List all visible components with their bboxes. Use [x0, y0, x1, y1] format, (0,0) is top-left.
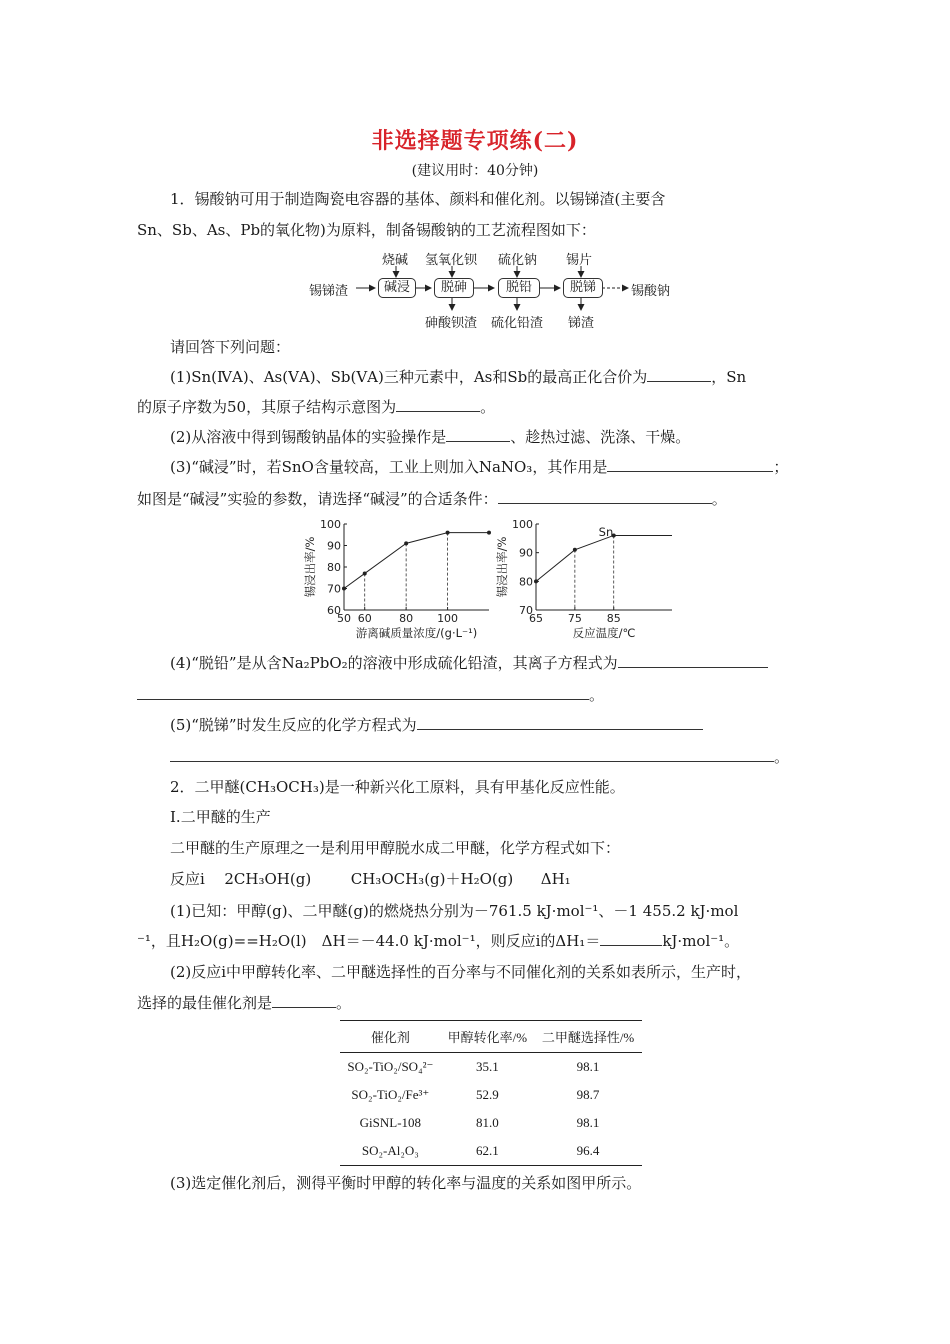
- flow-output: 硫化铅渣: [491, 316, 544, 331]
- table-header: 二甲醚选择性/%: [534, 1021, 642, 1053]
- q2-line2: 二甲醚的生产原理之一是利用甲醇脱水成二甲醚，化学方程式如下：: [170, 839, 621, 857]
- y-tick-label: 70: [519, 604, 533, 617]
- q1-part2: [170, 426, 690, 447]
- table-cell: 98.1: [576, 1115, 600, 1130]
- q1-p5-text: 。: [774, 748, 790, 766]
- reaction-left: 2CH₃OH(g): [224, 870, 312, 888]
- data-point: [487, 531, 491, 535]
- reaction-label: 反应ⅰ: [170, 870, 205, 888]
- q1-p4-text: (4)“脱铅”是从含Na₂PbO₂的溶液中形成硫化铅渣，其离子方程式为: [170, 654, 618, 672]
- x-tick-label: 100: [437, 612, 459, 625]
- q1-part1-line1: [170, 366, 746, 387]
- x-tick-label: 80: [399, 612, 414, 625]
- q2-p2-text: 。: [336, 994, 352, 1012]
- q1-p1-text: ，Sn: [711, 368, 747, 386]
- q1-part5-line2: [170, 746, 789, 767]
- q2-p1-text: ⁻¹，且H₂O(g)==H₂O(l) ΔH＝－44.0 kJ·mol⁻¹，则反应ⅰ的ΔH₁＝: [137, 932, 601, 950]
- y-axis-label: 锡浸出率/%: [303, 536, 317, 598]
- y-axis-label: 锡浸出率/%: [495, 536, 509, 598]
- suggested-time: (建议用时：40分钟): [411, 163, 539, 179]
- flow-input: 烧碱: [382, 253, 409, 268]
- table-cell: GiSNL-108: [359, 1115, 422, 1130]
- q1-part3-line2: [137, 488, 727, 509]
- q1-prompt: 请回答下列问题：: [170, 338, 291, 356]
- answer-blank[interactable]: [137, 685, 589, 700]
- q2-line1: 2．二甲醚(CH₃OCH₃)是一种新兴化工原料，具有甲基化反应性能。: [170, 778, 625, 796]
- q2-part1-line2: [137, 930, 739, 951]
- flow-step-alkali-leach: 碱浸: [378, 278, 416, 298]
- answer-blank[interactable]: [396, 397, 480, 412]
- flow-output: 锑渣: [568, 316, 595, 331]
- y-tick-label: 60: [327, 604, 341, 617]
- q1-line2: Sn、Sb、As、Pb的氧化物)为原料，制备锡酸钠的工艺流程图如下：: [137, 221, 596, 239]
- answer-blank[interactable]: [272, 993, 336, 1008]
- flow-input: 氢氧化钡: [425, 253, 478, 268]
- q2-p2-text: 选择的最佳催化剂是: [137, 994, 273, 1012]
- q1-p1-text: 的原子序数为50，其原子结构示意图为: [137, 398, 397, 416]
- table-header: 甲醇转化率/%: [441, 1021, 534, 1053]
- q2-part2-line2: [137, 992, 351, 1013]
- q2-part1-line1: (1)已知：甲醇(g)、二甲醚(g)的燃烧热分别为－761.5 kJ·mol⁻¹、－1 455.2 kJ·mol: [170, 902, 739, 920]
- series-line: [344, 533, 489, 589]
- flow-step-antimony-removal: 脱锑: [563, 278, 603, 298]
- flow-end: 锡酸钠: [631, 284, 671, 299]
- table-cell: 52.9: [476, 1087, 499, 1102]
- x-axis-label: 游离碱质量浓度/(g·L⁻¹): [355, 626, 478, 640]
- x-tick-label: 60: [357, 612, 372, 625]
- q1-p3-text: ；: [773, 458, 789, 476]
- x-tick-label: 65: [529, 612, 543, 625]
- q1-part3-line1: [170, 456, 788, 477]
- answer-blank[interactable]: [170, 747, 774, 762]
- chart-free-alkali-concentration: [300, 512, 500, 644]
- chart-reaction-temperature: [492, 512, 682, 644]
- answer-blank[interactable]: [647, 367, 711, 382]
- table-cell: 98.7: [576, 1087, 600, 1102]
- table-row: [340, 1053, 642, 1082]
- answer-blank[interactable]: [417, 715, 703, 730]
- q1-p3-text: 。: [711, 490, 727, 508]
- flow-start: 锡锑渣: [309, 284, 349, 299]
- q1-part4-line1: [170, 652, 768, 673]
- table-cell: 35.1: [476, 1059, 499, 1074]
- series-label: Sn: [598, 525, 614, 539]
- table-row: [340, 1109, 642, 1137]
- table-cell: 62.1: [441, 1137, 534, 1166]
- q1-p1-text: (1)Sn(ⅣA)、As(ⅤA)、Sb(ⅤA)三种元素中，As和Sb的最高正化合价为: [170, 368, 648, 386]
- answer-blank[interactable]: [618, 653, 768, 668]
- y-tick-label: 90: [327, 539, 341, 553]
- answer-blank[interactable]: [607, 457, 773, 472]
- data-point: [534, 579, 538, 583]
- y-tick-label: 80: [519, 575, 533, 589]
- x-tick-label: 50: [337, 612, 351, 625]
- data-point: [342, 587, 346, 591]
- series-line: [536, 535, 672, 581]
- reaction-dh: ΔH₁: [540, 870, 571, 888]
- flow-step-lead-removal: 脱铅: [498, 278, 540, 298]
- table-cell: SO₂-TiO₂/Fe³⁺: [351, 1087, 430, 1102]
- data-point: [363, 571, 367, 575]
- data-point: [573, 548, 577, 552]
- flow-step-arsenic-removal: 脱砷: [434, 278, 474, 298]
- table-cell: SO₂-Al₂O₃: [340, 1137, 441, 1166]
- q1-p2-text: (2)从溶液中得到锡酸钠晶体的实验操作是: [170, 428, 447, 446]
- flow-input: 锡片: [566, 253, 593, 268]
- table-cell: 96.4: [534, 1137, 642, 1166]
- flow-input: 硫化钠: [498, 253, 538, 268]
- q2-part2-line1: (2)反应ⅰ中甲醇转化率、二甲醚选择性的百分率与不同催化剂的关系如表所示，生产时，: [170, 963, 752, 981]
- q1-p2-text: 、趁热过滤、洗涤、干燥。: [510, 428, 691, 446]
- q1-part4-line2: [137, 684, 604, 705]
- table-cell: 81.0: [476, 1115, 499, 1130]
- answer-blank[interactable]: [446, 427, 510, 442]
- q1-part1-line2: [137, 396, 495, 417]
- y-tick-label: 90: [519, 546, 533, 560]
- answer-blank[interactable]: [600, 931, 662, 946]
- x-tick-label: 75: [567, 612, 582, 625]
- x-tick-label: 85: [606, 612, 621, 625]
- q1-p3-text: 如图是“碱浸”实验的参数，请选择“碱浸”的合适条件：: [137, 490, 498, 508]
- table-row: [340, 1081, 642, 1109]
- flow-output: 砷酸钡渣: [425, 316, 478, 331]
- catalyst-table: [340, 1020, 642, 1166]
- y-tick-label: 80: [327, 561, 341, 574]
- reaction-right: CH₃OCH₃(g)＋H₂O(g): [350, 870, 514, 888]
- y-tick-label: 100: [512, 518, 533, 531]
- table-row: [340, 1137, 642, 1166]
- data-point: [404, 541, 408, 545]
- page-title: 非选择题专项练(二): [371, 128, 579, 154]
- q2-part3: (3)选定催化剂后，测得平衡时甲醇的转化率与温度的关系如图甲所示。: [170, 1174, 642, 1192]
- q1-p3-text: (3)“碱浸”时，若SnO含量较高，工业上则加入NaNO₃，其作用是: [170, 458, 608, 476]
- q2-reaction: [170, 868, 571, 889]
- data-point: [446, 531, 450, 535]
- q1-line1: 1．锡酸钠可用于制造陶瓷电容器的基体、颜料和催化剂。以锡锑渣(主要含: [170, 190, 666, 208]
- q1-p4-text: 。: [589, 686, 605, 704]
- table-cell: SO₂-TiO₂/SO₄²⁻: [347, 1059, 434, 1074]
- q1-part5-line1: [170, 714, 703, 735]
- table-cell: 98.1: [576, 1059, 600, 1074]
- q1-p5-text: (5)“脱锑”时发生反应的化学方程式为: [170, 716, 417, 734]
- x-axis-label: 反应温度/℃: [572, 626, 636, 640]
- q2-p1-text: kJ·mol⁻¹。: [662, 932, 740, 950]
- y-tick-label: 100: [320, 518, 341, 531]
- q2-section-heading: Ⅰ.二甲醚的生产: [170, 808, 271, 826]
- answer-blank[interactable]: [498, 489, 712, 504]
- table-header: 催化剂: [340, 1021, 441, 1053]
- q1-p1-text: 。: [480, 398, 496, 416]
- y-tick-label: 70: [327, 582, 341, 596]
